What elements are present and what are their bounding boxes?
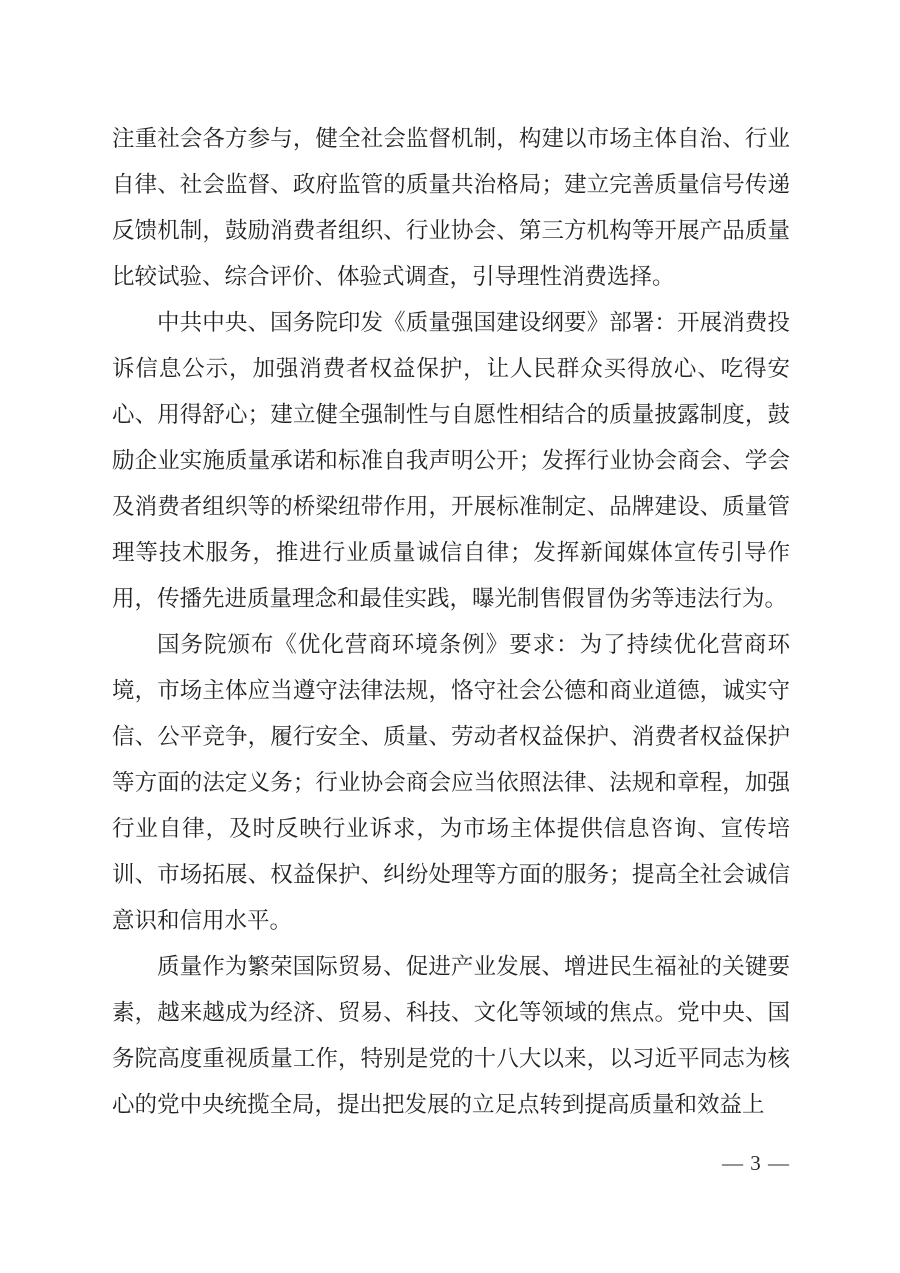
paragraph: 注重社会各方参与，健全社会监督机制，构建以市场主体自治、行业自律、社会监督、政府监管的质量共治格局；建立完善质量信号传递反馈机制，鼓励消费者组织、行业协会、第三方机构等开展产品质量比较试验、综合评价、体验式调查，引导理性消费选择。 xyxy=(112,126,790,289)
paragraph: 质量作为繁荣国际贸易、促进产业发展、增进民生福祉的关键要素，越来越成为经济、贸易、科技、文化等领域的焦点。党中央、国务院高度重视质量工作，特别是党的十八大以来，以习近平同志为核心的党中央统揽全局，提出把发展的立足点转到提高质量和效益上 xyxy=(112,954,790,1117)
page-number: — 3 — xyxy=(722,1151,790,1175)
paragraph: 中共中央、国务院印发《质量强国建设纲要》部署：开展消费投诉信息公示，加强消费者权益保护，让人民群众买得放心、吃得安心、用得舒心；建立健全强制性与自愿性相结合的质量披露制度，鼓励企业实施质量承诺和标准自我声明公开；发挥行业协会商会、学会及消费者组织等的桥梁纽带作用，开展标准制定、品牌建设、质量管理等技术服务，推进行业质量诚信自律；发挥新闻媒体宣传引导作用，传播先进质量理念和最佳实践，曝光制售假冒伪劣等违法行为。 xyxy=(112,310,790,611)
paragraph: 国务院颁布《优化营商环境条例》要求：为了持续优化营商环境，市场主体应当遵守法律法规，恪守社会公德和商业道德，诚实守信、公平竞争，履行安全、质量、劳动者权益保护、消费者权益保护等方面的法定义务；行业协会商会应当依照法律、法规和章程，加强行业自律，及时反映行业诉求，为市场主体提供信息咨询、宣传培训、市场拓展、权益保护、纠纷处理等方面的服务；提高全社会诚信意识和信用水平。 xyxy=(112,632,790,933)
document-body xyxy=(112,116,790,1128)
